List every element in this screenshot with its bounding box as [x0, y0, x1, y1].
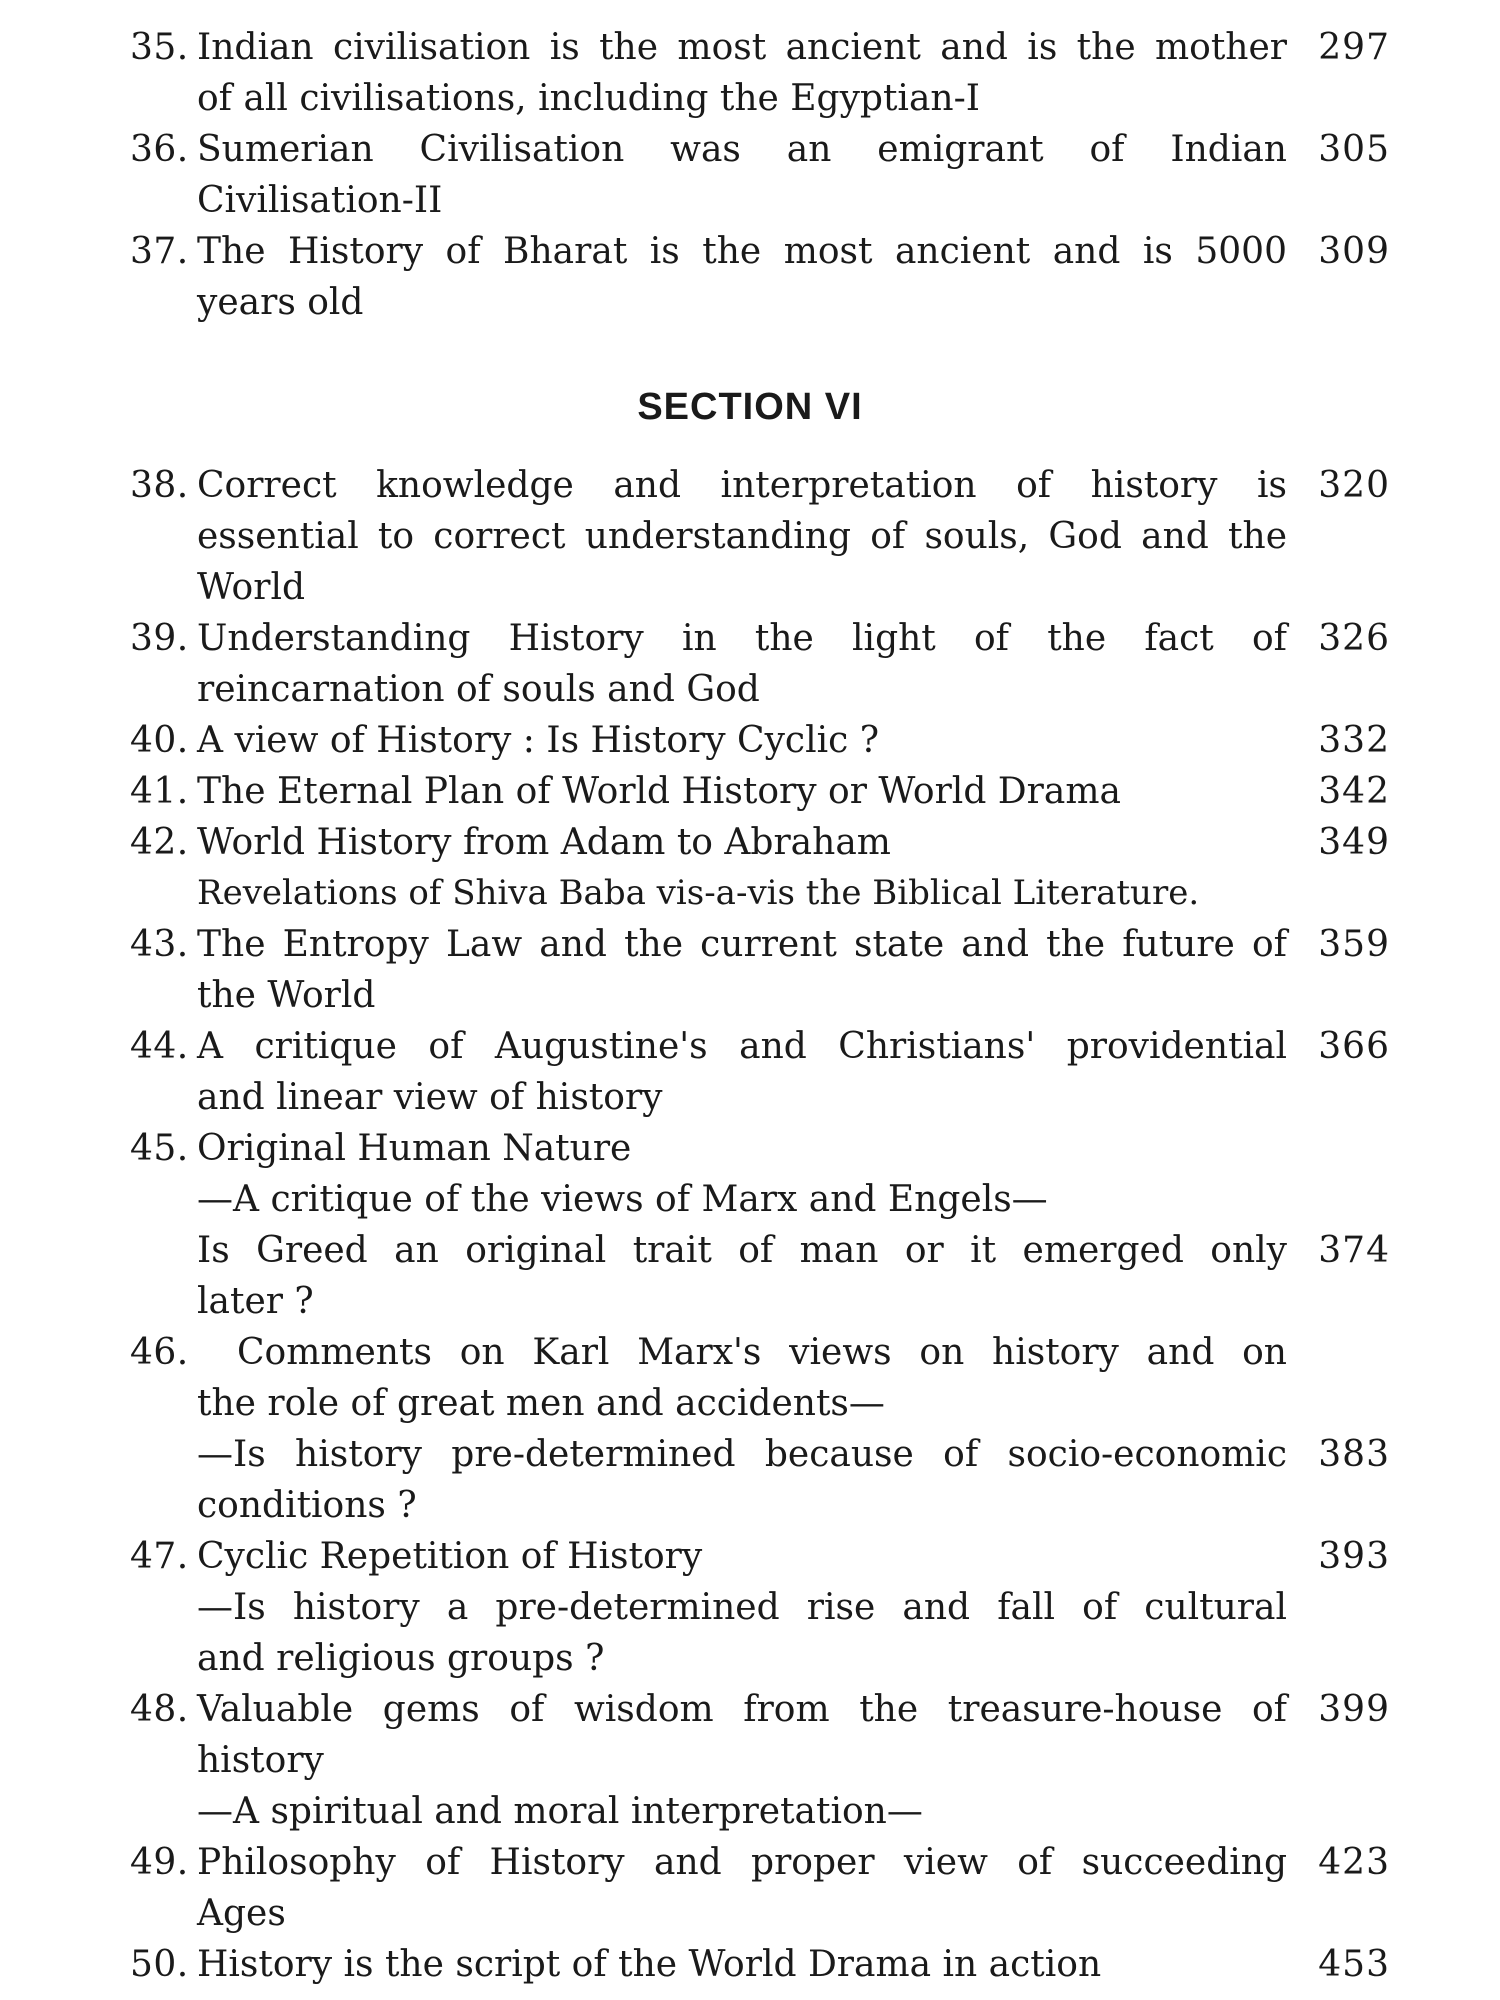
entry-page-number: 359	[1318, 924, 1390, 965]
entry-number: 48.	[130, 1689, 189, 1730]
entry-title-line: A critique of Augustine's and Christians' providential	[197, 1026, 1287, 1067]
toc-entry-39	[130, 613, 1390, 715]
entry-title-line: World	[197, 567, 305, 608]
entry-title-line: Philosophy of History and proper view of succeeding	[197, 1842, 1287, 1883]
toc-entry-35	[130, 22, 1390, 124]
entry-number: 50.	[130, 1944, 189, 1985]
entry-title	[197, 1531, 1287, 1684]
entry-title-line: Is Greed an original trait of man or it emerged only	[197, 1230, 1287, 1271]
entry-page-number: 453	[1318, 1944, 1390, 1985]
entry-title-line: Comments on Karl Marx's views on history and on	[237, 1332, 1287, 1373]
toc-entry-44	[130, 1021, 1390, 1123]
entry-page-number: 399	[1318, 1689, 1390, 1730]
entry-number: 43.	[130, 924, 189, 965]
toc-entry-43	[130, 919, 1390, 1021]
entry-number: 49.	[130, 1842, 189, 1883]
toc-entry-40	[130, 715, 1390, 766]
entry-title-line: The History of Bharat is the most ancient and is 5000	[197, 231, 1287, 272]
entry-page-number: 423	[1318, 1842, 1390, 1883]
entry-title-line: Revelations of Shiva Baba vis-a-vis the Biblical Literature.	[197, 873, 1200, 913]
entry-title	[197, 817, 1287, 919]
entry-number: 39.	[130, 618, 189, 659]
entry-title-line: later ?	[197, 1281, 314, 1322]
entry-title	[197, 1939, 1287, 1990]
entry-page-number: 297	[1318, 27, 1390, 68]
entry-number: 42.	[130, 822, 189, 863]
entry-number: 44.	[130, 1026, 189, 1067]
entry-page-number: 349	[1318, 822, 1390, 863]
entry-title-line: and linear view of history	[197, 1077, 663, 1118]
entry-number: 47.	[130, 1536, 189, 1577]
entry-number: 38.	[130, 465, 189, 506]
entry-title-line: Cyclic Repetition of History	[197, 1536, 703, 1577]
entry-title-line: history	[197, 1740, 324, 1781]
entry-title-line: The Entropy Law and the current state and the future of	[197, 924, 1287, 965]
entry-title-line: years old	[197, 282, 364, 323]
entry-title-line: and religious groups ?	[197, 1638, 605, 1679]
toc-entry-41	[130, 766, 1390, 817]
entry-title-line: Sumerian Civilisation was an emigrant of Indian	[197, 129, 1287, 170]
toc-entry-49	[130, 1837, 1390, 1939]
entry-title-line: essential to correct understanding of souls, God and the	[197, 516, 1287, 557]
entry-title	[197, 1837, 1287, 1939]
entry-number: 40.	[130, 720, 189, 761]
entry-page-number: 342	[1318, 771, 1390, 812]
entry-title	[197, 226, 1287, 328]
entry-title-line: the role of great men and accidents—	[197, 1383, 885, 1424]
toc-entry-37	[130, 226, 1390, 328]
entry-number: 41.	[130, 771, 189, 812]
entry-page-number: 332	[1318, 720, 1390, 761]
entry-page-number: 366	[1318, 1026, 1390, 1067]
toc-entry-45	[130, 1123, 1390, 1327]
entry-number: 45.	[130, 1128, 189, 1169]
entry-title-line: Correct knowledge and interpretation of history is	[197, 465, 1287, 506]
toc-entry-47	[130, 1531, 1390, 1684]
toc-entry-42	[130, 817, 1390, 919]
entry-number: 46.	[130, 1332, 189, 1373]
entry-title	[197, 1684, 1287, 1837]
entry-title-line: the World	[197, 975, 376, 1016]
entry-page-number: 374	[1318, 1230, 1390, 1271]
entry-title	[197, 1123, 1287, 1327]
entry-title-line: Indian civilisation is the most ancient and is the mother	[197, 27, 1287, 68]
entry-title-line: —Is history pre-determined because of socio-economic	[197, 1434, 1287, 1475]
toc-entry-36	[130, 124, 1390, 226]
toc-entry-50	[130, 1939, 1390, 1990]
entry-title-line: reincarnation of souls and God	[197, 669, 760, 710]
entry-title	[197, 919, 1287, 1021]
entry-page-number: 393	[1318, 1536, 1390, 1577]
entry-page-number: 309	[1318, 231, 1390, 272]
entry-title-line: Understanding History in the light of the fact of	[197, 618, 1287, 659]
entry-page-number: 383	[1318, 1434, 1390, 1475]
entry-page-number: 305	[1318, 129, 1390, 170]
entry-title-line: —A critique of the views of Marx and Engels—	[197, 1179, 1048, 1220]
entry-title-line: World History from Adam to Abraham	[197, 822, 891, 863]
entry-number: 37.	[130, 231, 189, 272]
entry-title-line: Valuable gems of wisdom from the treasure-house of	[197, 1689, 1287, 1730]
entry-title	[197, 124, 1287, 226]
entry-title-line: Original Human Nature	[197, 1128, 632, 1169]
toc-entry-48	[130, 1684, 1390, 1837]
entry-title-line: Ages	[197, 1893, 286, 1934]
entry-title-line: History is the script of the World Drama in action	[197, 1944, 1102, 1985]
entry-title	[197, 1327, 1287, 1531]
entry-title-line: —A spiritual and moral interpretation—	[197, 1791, 923, 1832]
entry-title	[197, 715, 1287, 766]
entry-number: 36.	[130, 129, 189, 170]
entry-title-line: of all civilisations, including the Egyptian-I	[197, 78, 980, 119]
entry-title-line: conditions ?	[197, 1485, 417, 1526]
section-heading: SECTION VI	[637, 386, 863, 428]
entry-title-line: The Eternal Plan of World History or World Drama	[197, 771, 1121, 812]
entry-title	[197, 1021, 1287, 1123]
entry-title-line: —Is history a pre-determined rise and fall of cultural	[197, 1587, 1287, 1628]
entry-page-number: 326	[1318, 618, 1390, 659]
toc-entry-38	[130, 460, 1390, 613]
entry-title	[197, 460, 1287, 613]
entry-title-line: A view of History : Is History Cyclic ?	[197, 720, 880, 761]
entry-number: 35.	[130, 27, 189, 68]
toc-entry-46	[130, 1327, 1390, 1531]
entry-title	[197, 766, 1287, 817]
entry-title	[197, 22, 1287, 124]
entry-title-line: Civilisation-II	[197, 180, 443, 221]
entry-page-number: 320	[1318, 465, 1390, 506]
entry-title	[197, 613, 1287, 715]
